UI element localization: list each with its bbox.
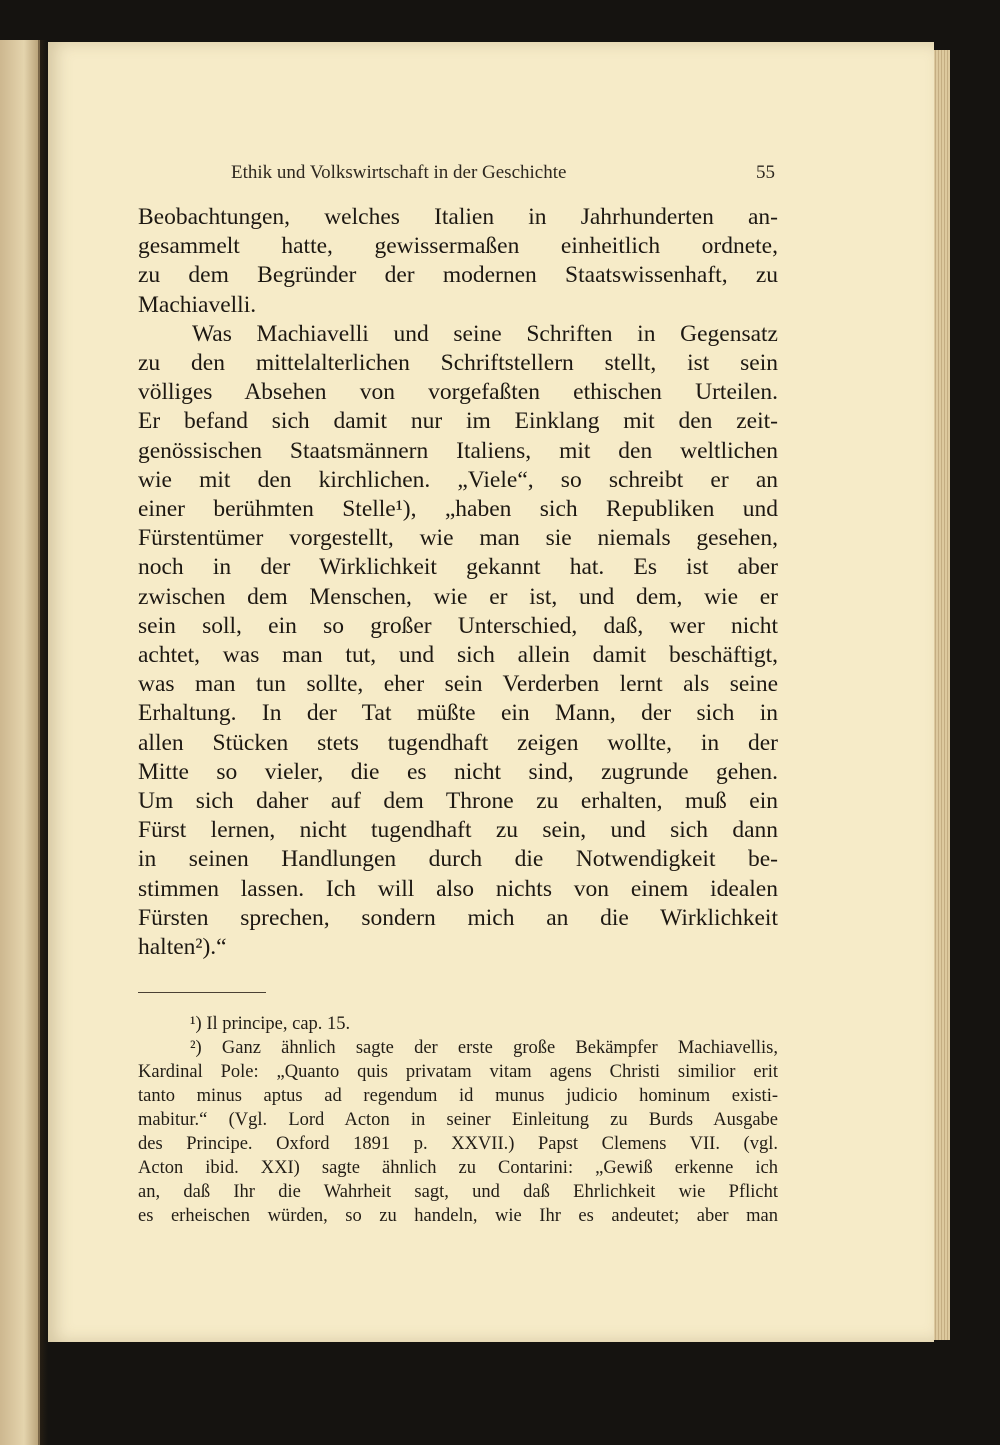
text-line: wie mit den kirchlichen. „Viele“, so schreibt er an: [138, 466, 778, 493]
text-line: noch in der Wirklichkeit gekannt hat. Es ist aber: [138, 554, 778, 581]
gutter-shadow: [38, 40, 48, 1445]
text-line: Mitte so vieler, die es nicht sind, zugrunde gehen.: [138, 758, 778, 785]
footnote-2-line: es erheischen würden, so zu handeln, wie Ihr es andeutet; aber man: [138, 1206, 778, 1226]
footnotes: [138, 1012, 778, 1228]
text-line: Fürst lernen, nicht tugendhaft zu sein, und sich dann: [138, 817, 778, 844]
running-header-title: Ethik und Volkswirtschaft in der Geschichte: [231, 162, 567, 183]
text-line: achtet, was man tut, und sich allein damit beschäftigt,: [138, 642, 778, 669]
footnote-2-line: ²) Ganz ähnlich sagte der erste große Bekämpfer Machiavellis,: [190, 1038, 778, 1058]
text-line: Erhaltung. In der Tat müßte ein Mann, der sich in: [138, 700, 778, 727]
text-line: einer berühmten Stelle¹), „haben sich Republiken und: [138, 496, 778, 523]
text-line: Fürstentümer vorgestellt, wie man sie niemals gesehen,: [138, 525, 778, 552]
footnote-2-line: Acton ibid. XXI) sagte ähnlich zu Contarini: „Gewiß erkenne ich: [138, 1158, 778, 1178]
footnote-2-line: mabitur.“ (Vgl. Lord Acton in seiner Einleitung zu Burds Ausgabe: [138, 1110, 778, 1130]
text-line: Fürsten sprechen, sondern mich an die Wirklichkeit: [138, 904, 778, 931]
text-line: was man tun sollte, eher sein Verderben lernt als seine: [138, 671, 778, 698]
text-line: zwischen dem Menschen, wie er ist, und dem, wie er: [138, 583, 778, 610]
text-line: zu den mittelalterlichen Schriftstellern stellt, ist sein: [138, 350, 778, 377]
text-line: halten²).“: [138, 934, 227, 961]
text-line: völliges Absehen von vorgefaßten ethischen Urteilen.: [138, 379, 778, 406]
text-line: Was Machiavelli und seine Schriften in Gegensatz: [192, 320, 778, 347]
footnote-2-line: an, daß Ihr die Wahrheit sagt, und daß Ehrlichkeit wie Pflicht: [138, 1182, 778, 1202]
footnote-rule: [138, 992, 266, 993]
text-line: sein soll, ein so großer Unterschied, daß, wer nicht: [138, 612, 778, 639]
footnote-2-line: tanto minus aptus ad regendum id munus judicio hominum existi-: [138, 1086, 778, 1106]
text-line: Er befand sich damit nur im Einklang mit den zeit-: [138, 408, 778, 435]
text-line: gesammelt hatte, gewissermaßen einheitlich ordnete,: [138, 233, 778, 260]
text-line: zu dem Begründer der modernen Staatswissenhaft, zu: [138, 262, 778, 289]
page-number: 55: [756, 162, 775, 183]
left-page-edge: [0, 40, 40, 1445]
footnote-2-line: Kardinal Pole: „Quanto quis privatam vitam agens Christi similior erit: [138, 1062, 778, 1082]
text-line: allen Stücken stets tugendhaft zeigen wollte, in der: [138, 729, 778, 756]
footnote-1: ¹) Il principe, cap. 15.: [190, 1014, 351, 1034]
footnote-2-line: des Principe. Oxford 1891 p. XXVII.) Papst Clemens VII. (vgl.: [138, 1134, 778, 1154]
text-line: Beobachtungen, welches Italien in Jahrhunderten an-: [138, 204, 778, 230]
text-line: genössischen Staatsmännern Italiens, mit den weltlichen: [138, 437, 778, 464]
text-line: in seinen Handlungen durch die Notwendigkeit be-: [138, 846, 778, 873]
text-line: Um sich daher auf dem Throne zu erhalten, muß ein: [138, 788, 778, 815]
text-line: Machiavelli.: [138, 291, 257, 318]
text-line: stimmen lassen. Ich will also nichts von einem idealen: [138, 875, 778, 902]
main-text: [138, 203, 778, 962]
running-header: [183, 162, 775, 192]
